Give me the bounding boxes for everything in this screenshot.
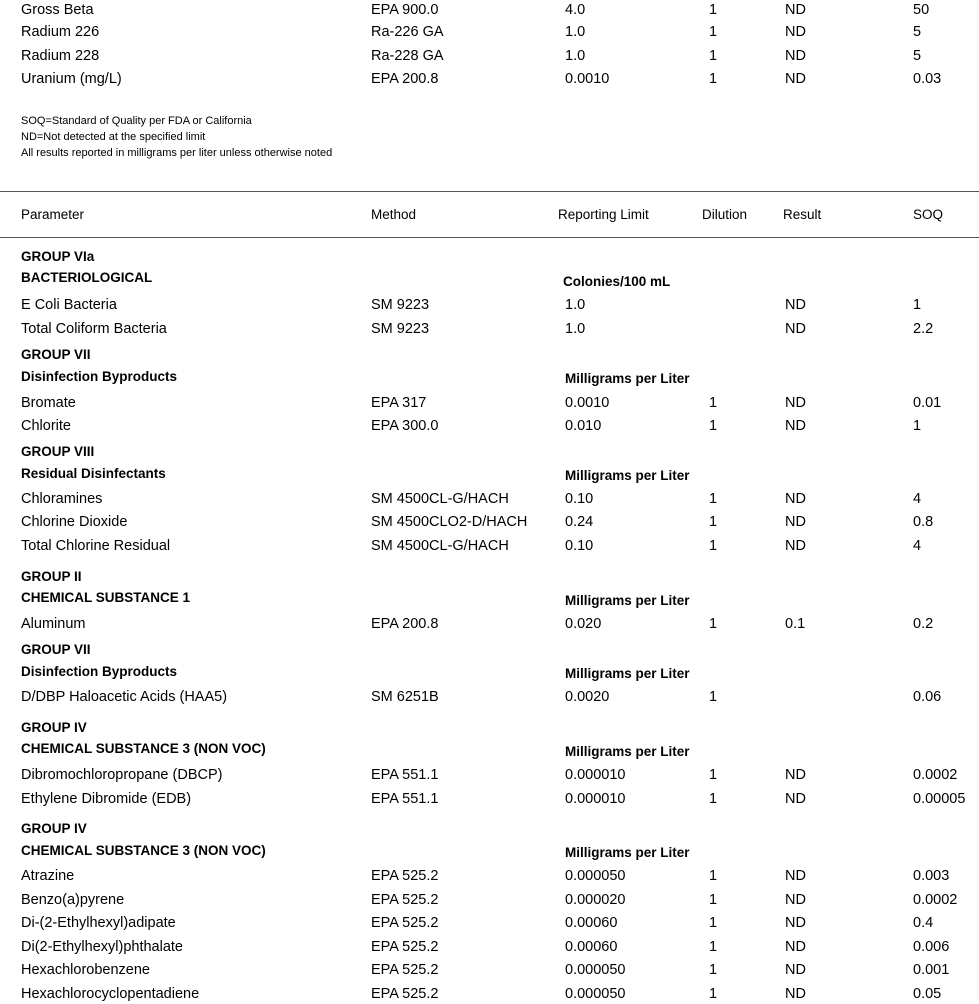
cell-limit: 0.00060 xyxy=(565,915,618,931)
cell-method: EPA 525.2 xyxy=(371,915,439,931)
cell-limit: 1.0 xyxy=(565,321,586,337)
group-label: GROUP VIII xyxy=(21,444,95,459)
group-label: GROUP VII xyxy=(21,642,91,657)
cell-method: EPA 525.2 xyxy=(371,868,439,884)
table-row xyxy=(0,0,979,20)
group-name: CHEMICAL SUBSTANCE 3 (NON VOC) xyxy=(21,843,266,858)
cell-parameter: Uranium (mg/L) xyxy=(21,71,122,87)
cell-method: EPA 900.0 xyxy=(371,2,439,18)
cell-dilution: 1 xyxy=(709,791,718,807)
cell-dilution: 1 xyxy=(709,767,718,783)
cell-parameter: Radium 228 xyxy=(21,48,100,64)
cell-soq: 0.8 xyxy=(913,514,934,530)
unit-label: Milligrams per Liter xyxy=(565,468,690,483)
cell-method: EPA 300.0 xyxy=(371,418,439,434)
cell-dilution: 1 xyxy=(709,2,718,18)
cell-dilution: 1 xyxy=(709,395,718,411)
cell-soq: 4 xyxy=(913,491,922,507)
cell-soq: 2.2 xyxy=(913,321,934,337)
cell-method: SM 9223 xyxy=(371,297,430,313)
cell-parameter: Benzo(a)pyrene xyxy=(21,892,125,908)
cell-result: ND xyxy=(785,48,806,64)
cell-result: ND xyxy=(785,514,806,530)
cell-method: SM 4500CL-G/HACH xyxy=(371,538,509,554)
cell-soq: 0.00005 xyxy=(913,791,966,807)
unit-label: Milligrams per Liter xyxy=(565,666,690,681)
group-label: GROUP IV xyxy=(21,821,87,836)
cell-parameter: Dibromochloropropane (DBCP) xyxy=(21,767,223,783)
cell-parameter: Gross Beta xyxy=(21,2,94,18)
cell-limit: 0.010 xyxy=(565,418,602,434)
cell-soq: 0.003 xyxy=(913,868,950,884)
cell-soq: 0.4 xyxy=(913,915,934,931)
cell-limit: 0.000010 xyxy=(565,767,626,783)
cell-limit: 0.000050 xyxy=(565,868,626,884)
cell-method: EPA 551.1 xyxy=(371,767,439,783)
cell-method: SM 4500CL-G/HACH xyxy=(371,491,509,507)
group-label: GROUP VIa xyxy=(21,249,95,264)
cell-parameter: Chlorite xyxy=(21,418,71,434)
table-row xyxy=(0,765,979,785)
table-row xyxy=(0,614,979,634)
cell-result: 0.1 xyxy=(785,616,806,632)
cell-parameter: Bromate xyxy=(21,395,76,411)
cell-limit: 0.000010 xyxy=(565,791,626,807)
cell-dilution: 1 xyxy=(709,892,718,908)
table-row xyxy=(0,393,979,413)
cell-result: ND xyxy=(785,395,806,411)
cell-dilution: Dilution xyxy=(702,207,748,222)
cell-result: ND xyxy=(785,71,806,87)
cell-method: EPA 317 xyxy=(371,395,427,411)
cell-soq: 0.05 xyxy=(913,986,942,1002)
group-name: Disinfection Byproducts xyxy=(21,369,178,384)
cell-soq: 5 xyxy=(913,48,922,64)
cell-limit: 1.0 xyxy=(565,48,586,64)
cell-parameter: Total Coliform Bacteria xyxy=(21,321,167,337)
cell-result: ND xyxy=(785,2,806,18)
table-row xyxy=(0,489,979,509)
table-row xyxy=(0,46,979,66)
table-row xyxy=(0,69,979,89)
cell-method: EPA 525.2 xyxy=(371,939,439,955)
cell-parameter: Ethylene Dibromide (EDB) xyxy=(21,791,192,807)
cell-parameter: Total Chlorine Residual xyxy=(21,538,171,554)
cell-result: ND xyxy=(785,868,806,884)
cell-parameter: Aluminum xyxy=(21,616,86,632)
header-bottom-rule xyxy=(0,237,979,238)
table-row xyxy=(0,890,979,910)
cell-dilution: 1 xyxy=(709,48,718,64)
cell-limit: 0.24 xyxy=(565,514,594,530)
table-row xyxy=(0,866,979,886)
cell-method: EPA 525.2 xyxy=(371,892,439,908)
cell-soq: 0.01 xyxy=(913,395,942,411)
table-row xyxy=(0,789,979,809)
cell-parameter: Hexachlorocyclopentadiene xyxy=(21,986,200,1002)
cell-limit: 4.0 xyxy=(565,2,586,18)
group-label: GROUP II xyxy=(21,569,82,584)
group-name: CHEMICAL SUBSTANCE 1 xyxy=(21,590,191,605)
cell-dilution: 1 xyxy=(709,868,718,884)
cell-parameter: Atrazine xyxy=(21,868,75,884)
cell-soq: 0.006 xyxy=(913,939,950,955)
cell-parameter: Di(2-Ethylhexyl)phthalate xyxy=(21,939,183,955)
table-row xyxy=(0,22,979,42)
cell-limit: Reporting Limit xyxy=(558,207,649,222)
unit-label: Colonies/100 mL xyxy=(563,274,671,289)
cell-result: ND xyxy=(785,892,806,908)
cell-limit: 1.0 xyxy=(565,297,586,313)
table-row xyxy=(0,913,979,933)
cell-method: SM 4500CLO2-D/HACH xyxy=(371,514,528,530)
cell-soq: 1 xyxy=(913,297,922,313)
unit-label: Milligrams per Liter xyxy=(565,845,690,860)
cell-dilution: 1 xyxy=(709,418,718,434)
footnote: ND=Not detected at the specified limit xyxy=(21,131,206,143)
cell-result: ND xyxy=(785,491,806,507)
cell-result: ND xyxy=(785,767,806,783)
cell-result: ND xyxy=(785,538,806,554)
cell-method: EPA 200.8 xyxy=(371,71,439,87)
cell-limit: 0.10 xyxy=(565,491,594,507)
cell-soq: 0.2 xyxy=(913,616,934,632)
cell-result: ND xyxy=(785,297,806,313)
cell-limit: 0.000020 xyxy=(565,892,626,908)
cell-method: Method xyxy=(371,207,417,222)
cell-dilution: 1 xyxy=(709,939,718,955)
cell-soq: 0.0002 xyxy=(913,892,958,908)
cell-soq: 0.03 xyxy=(913,71,942,87)
table-row xyxy=(0,416,979,436)
cell-method: Ra-228 GA xyxy=(371,48,444,64)
cell-soq: 4 xyxy=(913,538,922,554)
group-name: Residual Disinfectants xyxy=(21,466,166,481)
cell-dilution: 1 xyxy=(709,915,718,931)
cell-soq: SOQ xyxy=(913,207,944,222)
cell-parameter: Di-(2-Ethylhexyl)adipate xyxy=(21,915,176,931)
cell-soq: 0.001 xyxy=(913,962,950,978)
cell-method: EPA 525.2 xyxy=(371,986,439,1002)
cell-method: EPA 551.1 xyxy=(371,791,439,807)
table-row xyxy=(0,536,979,556)
column-header-row xyxy=(0,205,979,225)
footnote: SOQ=Standard of Quality per FDA or California xyxy=(21,115,252,127)
unit-label: Milligrams per Liter xyxy=(565,593,690,608)
table-row xyxy=(0,937,979,957)
group-name: Disinfection Byproducts xyxy=(21,664,178,679)
cell-limit: 0.000050 xyxy=(565,962,626,978)
cell-soq: 0.0002 xyxy=(913,767,958,783)
cell-limit: 1.0 xyxy=(565,24,586,40)
cell-result: ND xyxy=(785,915,806,931)
cell-parameter: Chlorine Dioxide xyxy=(21,514,128,530)
cell-soq: 50 xyxy=(913,2,930,18)
cell-limit: 0.000050 xyxy=(565,986,626,1002)
cell-limit: 0.00060 xyxy=(565,939,618,955)
cell-parameter: E Coli Bacteria xyxy=(21,297,117,313)
cell-result: ND xyxy=(785,986,806,1002)
cell-dilution: 1 xyxy=(709,962,718,978)
cell-result: ND xyxy=(785,962,806,978)
table-row xyxy=(0,295,979,315)
cell-dilution: 1 xyxy=(709,986,718,1002)
cell-parameter: Hexachlorobenzene xyxy=(21,962,150,978)
cell-parameter: Parameter xyxy=(21,207,85,222)
table-row xyxy=(0,512,979,532)
cell-dilution: 1 xyxy=(709,71,718,87)
cell-result: ND xyxy=(785,791,806,807)
cell-limit: 0.0020 xyxy=(565,689,610,705)
cell-dilution: 1 xyxy=(709,689,718,705)
cell-result: ND xyxy=(785,321,806,337)
cell-result: ND xyxy=(785,418,806,434)
group-label: GROUP VII xyxy=(21,347,91,362)
unit-label: Milligrams per Liter xyxy=(565,744,690,759)
cell-parameter: Radium 226 xyxy=(21,24,100,40)
cell-parameter: D/DBP Haloacetic Acids (HAA5) xyxy=(21,689,228,705)
group-label: GROUP IV xyxy=(21,720,87,735)
group-name: BACTERIOLOGICAL xyxy=(21,270,153,285)
cell-result: Result xyxy=(783,207,822,222)
table-row xyxy=(0,960,979,980)
cell-limit: 0.10 xyxy=(565,538,594,554)
cell-method: SM 9223 xyxy=(371,321,430,337)
cell-method: Ra-226 GA xyxy=(371,24,444,40)
cell-method: EPA 200.8 xyxy=(371,616,439,632)
footnote: All results reported in milligrams per liter unless otherwise noted xyxy=(21,147,333,159)
cell-soq: 0.06 xyxy=(913,689,942,705)
cell-parameter: Chloramines xyxy=(21,491,103,507)
table-row xyxy=(0,687,979,707)
table-row xyxy=(0,984,979,1004)
table-row xyxy=(0,319,979,339)
cell-dilution: 1 xyxy=(709,538,718,554)
cell-dilution: 1 xyxy=(709,514,718,530)
cell-method: SM 6251B xyxy=(371,689,439,705)
cell-dilution: 1 xyxy=(709,24,718,40)
cell-limit: 0.020 xyxy=(565,616,602,632)
cell-limit: 0.0010 xyxy=(565,71,610,87)
cell-soq: 1 xyxy=(913,418,922,434)
cell-method: EPA 525.2 xyxy=(371,962,439,978)
unit-label: Milligrams per Liter xyxy=(565,371,690,386)
header-top-rule xyxy=(0,191,979,192)
group-name: CHEMICAL SUBSTANCE 3 (NON VOC) xyxy=(21,741,266,756)
cell-dilution: 1 xyxy=(709,491,718,507)
cell-dilution: 1 xyxy=(709,616,718,632)
cell-result: ND xyxy=(785,939,806,955)
cell-soq: 5 xyxy=(913,24,922,40)
cell-result: ND xyxy=(785,24,806,40)
cell-limit: 0.0010 xyxy=(565,395,610,411)
